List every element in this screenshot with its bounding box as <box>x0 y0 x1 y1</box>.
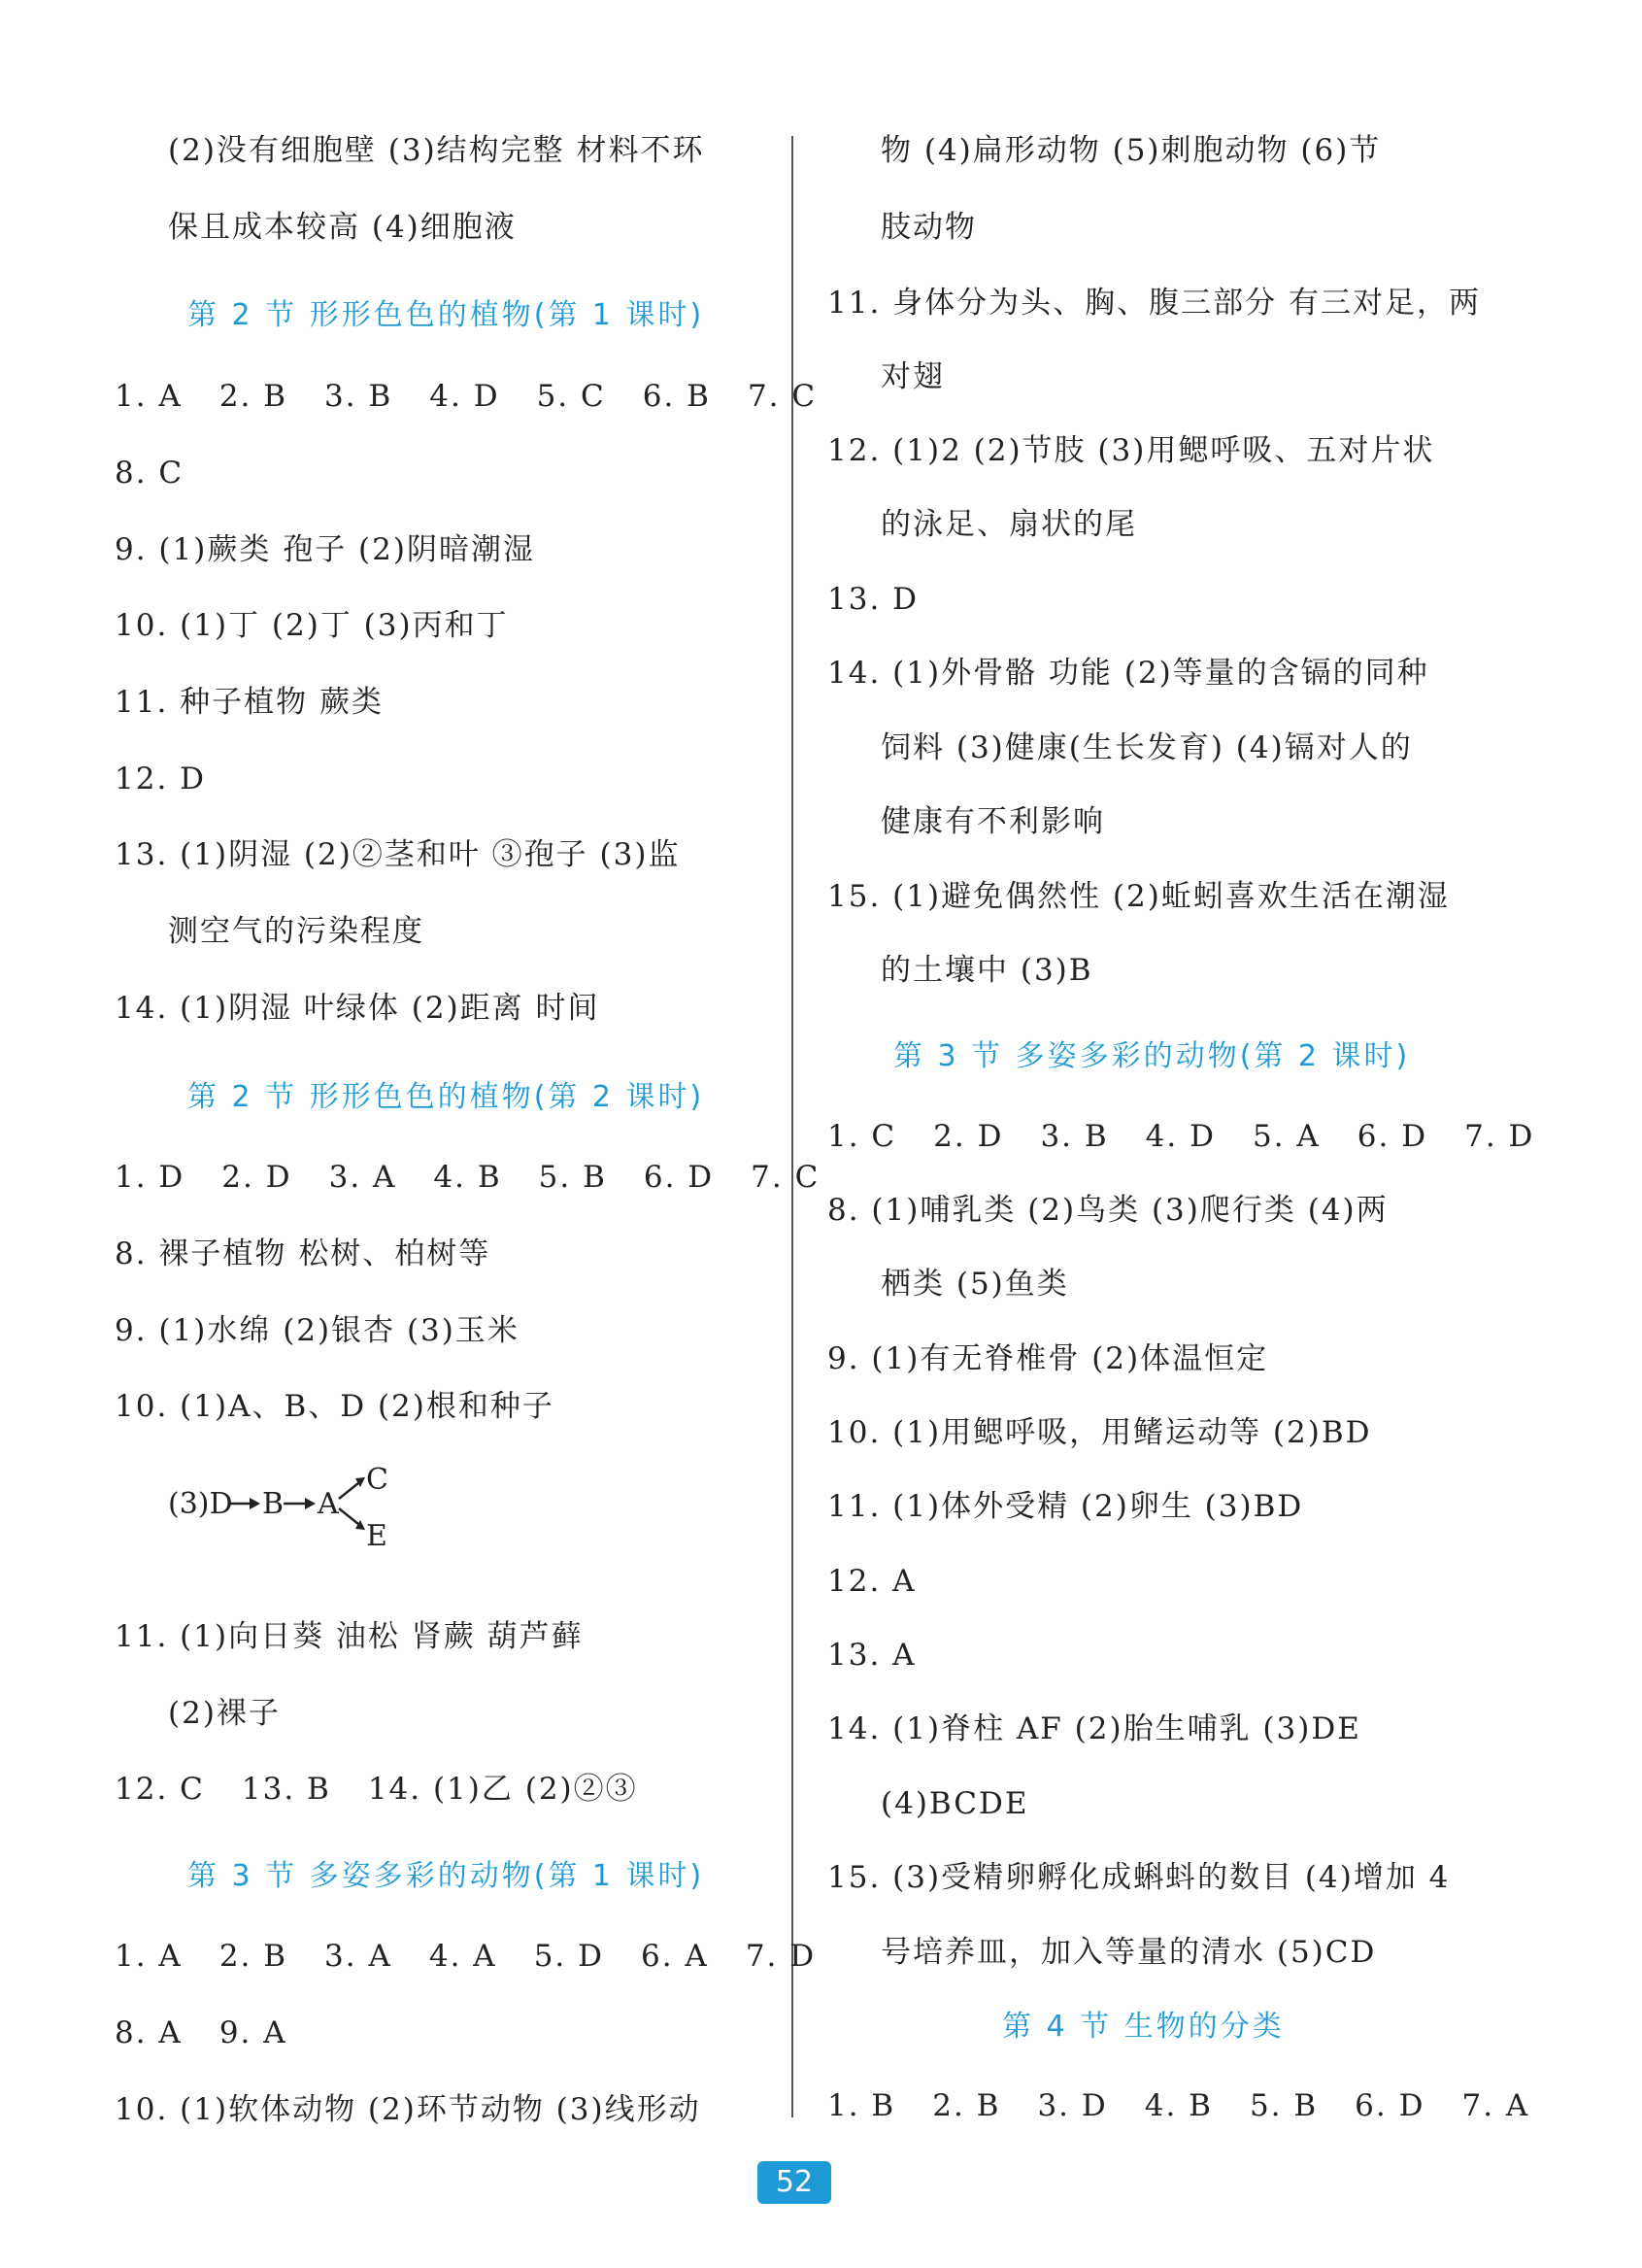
column-divider <box>791 136 793 2117</box>
answer-item: 1. A <box>115 379 183 414</box>
answer-line: 9. (1)蕨类 孢子 (2)阴暗潮湿 <box>115 532 535 567</box>
answer-item: 12. C <box>115 1772 205 1807</box>
answer-item: 14. (1)乙 (2)②③ <box>367 1772 638 1807</box>
answer-line: 13. (1)阴湿 (2)②茎和叶 ③孢子 (3)监 <box>115 837 681 872</box>
answer-item: 7. D <box>1464 1119 1535 1154</box>
answer-item: 2. B <box>218 379 288 414</box>
answer-row <box>827 2086 1529 2125</box>
answer-item: 4. D <box>429 379 500 414</box>
answer-line: 10. (1)A、B、D (2)根和种子 <box>115 1389 554 1424</box>
answer-line: 8. C <box>115 456 184 491</box>
answer-line: 号培养皿，加入等量的清水 (5)CD <box>881 1935 1377 1970</box>
answer-line: 11. 种子植物 蕨类 <box>115 685 385 720</box>
arrow-diagram <box>168 1462 459 1549</box>
answer-item: 5. C <box>536 379 606 414</box>
answer-item: 4. B <box>1144 2088 1213 2123</box>
answer-item: 7. A <box>1461 2088 1530 2123</box>
answer-row <box>115 377 817 416</box>
answer-line: 13. A <box>827 1638 917 1673</box>
answer-item: 3. B <box>1040 1119 1109 1154</box>
answer-item: 1. B <box>827 2088 896 2123</box>
answer-line: 11. (1)向日葵 油松 肾蕨 葫芦藓 <box>115 1619 584 1654</box>
answer-item: 5. B <box>538 1160 607 1195</box>
answer-row <box>115 1158 820 1197</box>
answer-item: 2. B <box>932 2088 1001 2123</box>
answer-line: 11. 身体分为头、胸、腹三部分 有三对足，两 <box>827 286 1482 321</box>
answer-row <box>827 1117 1534 1156</box>
answer-line: 饲料 (3)健康(生长发育) (4)镉对人的 <box>881 730 1413 765</box>
answer-line: 10. (1)用鳃呼吸，用鳍运动等 (2)BD <box>827 1415 1372 1450</box>
answer-line: 保且成本较高 (4)细胞液 <box>168 210 517 245</box>
answer-line: 9. (1)水绵 (2)银杏 (3)玉米 <box>115 1313 519 1348</box>
answer-line: 栖类 (5)鱼类 <box>881 1267 1069 1302</box>
answer-line: 13. D <box>827 582 920 617</box>
answer-line: 8. (1)哺乳类 (2)鸟类 (3)爬行类 (4)两 <box>827 1193 1389 1228</box>
answer-row <box>115 1770 638 1809</box>
section-heading: 第 3 节 多姿多彩的动物(第 1 课时) <box>187 1859 705 1893</box>
answer-item: 2. D <box>221 1160 292 1195</box>
answer-item: 5. D <box>533 1939 604 1974</box>
page-number: 52 <box>757 2161 831 2204</box>
answer-line: 物 (4)扁形动物 (5)刺胞动物 (6)节 <box>881 133 1382 168</box>
answer-item: 9. A <box>218 2015 287 2050</box>
answer-line: 15. (3)受精卵孵化成蝌蚪的数目 (4)增加 4 <box>827 1860 1451 1895</box>
answer-item: 7. C <box>747 379 818 414</box>
answer-item: 6. D <box>1355 2088 1425 2123</box>
answer-item: 1. A <box>115 1939 183 1974</box>
answer-item: 8. A <box>115 2015 183 2050</box>
answer-line: (4)BCDE <box>881 1786 1029 1821</box>
answer-line: 的泳足、扇状的尾 <box>881 507 1137 542</box>
answer-line: 11. (1)体外受精 (2)卵生 (3)BD <box>827 1489 1304 1524</box>
answer-item: 4. D <box>1145 1119 1216 1154</box>
answer-item: 5. B <box>1249 2088 1319 2123</box>
answer-row <box>115 2014 287 2052</box>
section-heading: 第 2 节 形形色色的植物(第 2 课时) <box>187 1080 705 1114</box>
answer-line: 12. (1)2 (2)节肢 (3)用鳃呼吸、五对片状 <box>827 433 1435 468</box>
answer-item: 6. D <box>1357 1119 1428 1154</box>
answer-item: 3. A <box>324 1939 392 1974</box>
answer-item: 1. C <box>827 1119 897 1154</box>
answer-line: 健康有不利影响 <box>881 804 1105 839</box>
answer-item: 13. B <box>241 1772 331 1807</box>
section-heading: 第 3 节 多姿多彩的动物(第 2 课时) <box>893 1039 1411 1073</box>
answer-item: 6. A <box>641 1939 709 1974</box>
answer-line: 14. (1)外骨骼 功能 (2)等量的含镉的同种 <box>827 656 1429 691</box>
answer-line: 8. 裸子植物 松树、柏树等 <box>115 1236 491 1271</box>
answer-item: 5. A <box>1252 1119 1321 1154</box>
arrow-line <box>339 1483 358 1499</box>
answer-item: 2. D <box>933 1119 1004 1154</box>
answer-line: 12. A <box>827 1564 917 1599</box>
answer-line: (2)裸子 <box>168 1696 281 1731</box>
answer-item: 3. D <box>1037 2088 1108 2123</box>
answer-line: 肢动物 <box>881 210 977 245</box>
section-heading: 第 2 节 形形色色的植物(第 1 课时) <box>187 298 705 332</box>
answer-line: 15. (1)避免偶然性 (2)蚯蚓喜欢生活在潮湿 <box>827 879 1450 914</box>
answer-item: 4. A <box>428 1939 497 1974</box>
answer-line: 的土壤中 (3)B <box>881 953 1093 988</box>
diagram-node-b: B <box>262 1487 285 1521</box>
answer-line: 9. (1)有无脊椎骨 (2)体温恒定 <box>827 1341 1269 1376</box>
arrow-head <box>305 1498 316 1509</box>
answer-item: 3. B <box>324 379 393 414</box>
answer-line: 10. (1)丁 (2)丁 (3)丙和丁 <box>115 608 509 643</box>
section-heading: 第 4 节 生物的分类 <box>1002 2010 1285 2044</box>
answer-line: 14. (1)阴湿 叶绿体 (2)距离 时间 <box>115 991 600 1026</box>
answer-line: (2)没有细胞壁 (3)结构完整 材料不环 <box>168 133 705 168</box>
answer-item: 2. B <box>218 1939 288 1974</box>
answer-item: 1. D <box>115 1160 185 1195</box>
answer-line: 对翅 <box>881 359 945 394</box>
answer-item: 3. A <box>328 1160 397 1195</box>
diagram-node-c: C <box>366 1463 388 1497</box>
arrow-line <box>339 1508 358 1524</box>
answer-item: 6. D <box>643 1160 715 1195</box>
diagram-prefix: (3)D <box>168 1487 233 1521</box>
answer-item: 7. D <box>745 1939 817 1974</box>
arrow-head <box>250 1498 260 1509</box>
diagram-node-e: E <box>366 1519 387 1549</box>
answer-row <box>115 1937 816 1976</box>
answer-item: 7. C <box>751 1160 821 1195</box>
answer-line: 10. (1)软体动物 (2)环节动物 (3)线形动 <box>115 2092 701 2127</box>
answer-line: 12. D <box>115 762 207 796</box>
answer-line: 测空气的污染程度 <box>168 914 424 949</box>
answer-item: 4. B <box>433 1160 502 1195</box>
diagram-node-a: A <box>318 1487 339 1521</box>
answer-line: 14. (1)脊柱 AF (2)胎生哺乳 (3)DE <box>827 1711 1361 1746</box>
answer-item: 6. B <box>642 379 711 414</box>
